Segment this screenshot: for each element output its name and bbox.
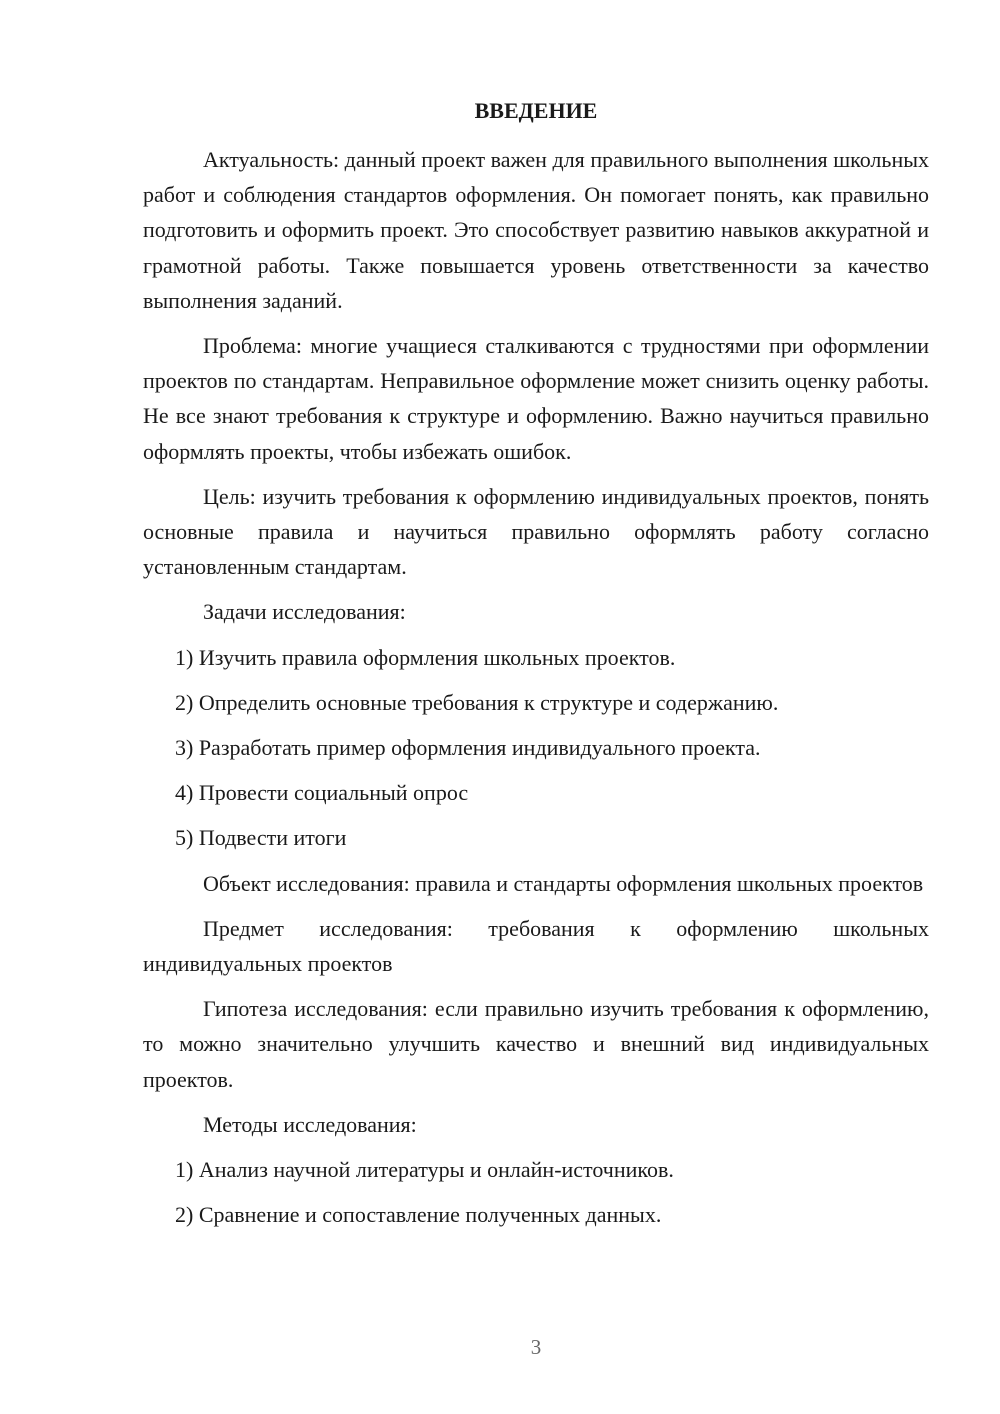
task-item: 1) Изучить правила оформления школьных проектов.	[175, 644, 676, 670]
method-item: 2) Сравнение и сопоставление полученных данных.	[175, 1202, 662, 1228]
document-page	[143, 0, 929, 1414]
task-item: 3) Разработать пример оформления индивидуального проекта.	[175, 735, 761, 761]
goal-paragraph: Цель: изучить требования к оформлению индивидуальных проектов, понять основные правила и научиться правильно оформлять работу согласно установленным стандартам.	[143, 483, 929, 580]
method-item: 1) Анализ научной литературы и онлайн-источников.	[175, 1157, 674, 1183]
task-item: 2) Определить основные требования к структуре и содержанию.	[175, 689, 779, 715]
hypothesis-paragraph: Гипотеза исследования: если правильно изучить требования к оформлению, то можно значительно улучшить качество и внешний вид индивидуальных проектов.	[143, 996, 929, 1092]
page-number: 3	[530, 1335, 542, 1359]
methods-heading: Методы исследования:	[203, 1111, 417, 1137]
problem-paragraph: Проблема: многие учащиеся сталкиваются с трудностями при оформлении проектов по стандартам. Неправильное оформление может снизить оценку работы. Не все знают требования к структуре и оформлению. Важно научиться правильно оформлять проекты, чтобы избежать ошибок.	[143, 333, 929, 464]
task-item: 4) Провести социальный опрос	[175, 780, 469, 806]
relevance-paragraph: Актуальность: данный проект важен для правильного выполнения школьных работ и соблюдения стандартов оформления. Он помогает понять, как правильно подготовить и оформить проект. Это способствует развитию навыков аккуратной и грамотной работы. Также повышается уровень ответственности за качество выполнения заданий.	[143, 147, 929, 313]
section-heading: ВВЕДЕНИЕ	[474, 98, 598, 123]
tasks-heading: Задачи исследования:	[203, 599, 406, 625]
subject-paragraph: Предмет исследования: требования к оформлению школьных индивидуальных проектов	[143, 915, 929, 977]
document-body	[143, 142, 929, 1242]
task-item: 5) Подвести итоги	[175, 825, 347, 851]
object-paragraph: Объект исследования: правила и стандарты оформления школьных проектов	[203, 870, 924, 896]
